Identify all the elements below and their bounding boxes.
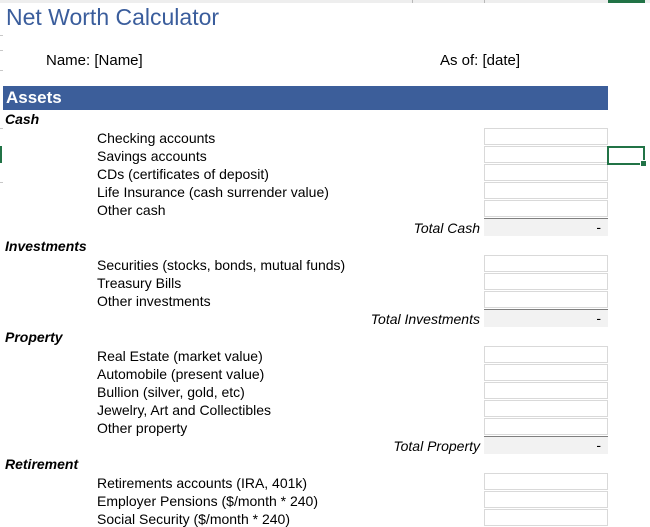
row-gridline <box>0 128 3 129</box>
total-cash-label: Total Cash <box>413 220 480 236</box>
total-property-label: Total Property <box>393 438 480 454</box>
line-item-label: CDs (certificates of deposit) <box>97 166 269 182</box>
category-cash: Cash <box>5 111 40 127</box>
selected-row-indicator <box>0 146 2 163</box>
value-input-cell[interactable] <box>484 200 608 217</box>
category-property: Property <box>5 329 63 345</box>
row-gridline <box>0 50 3 51</box>
column-divider[interactable] <box>412 0 413 3</box>
line-item-label: Retirements accounts (IRA, 401k) <box>97 475 308 491</box>
category-investments: Investments <box>5 238 87 254</box>
total-property-value[interactable]: - <box>484 436 608 454</box>
total-investments-value[interactable]: - <box>484 309 608 327</box>
section-title: Assets <box>6 88 62 107</box>
selected-column-indicator <box>608 0 645 3</box>
line-item-label: Social Security ($/month * 240) <box>97 511 290 527</box>
line-item-label: Jewelry, Art and Collectibles <box>97 402 272 418</box>
as-of-date-field[interactable]: As of: [date] <box>440 52 521 69</box>
value-input-cell[interactable] <box>484 364 608 381</box>
row-gridline <box>0 70 3 71</box>
fill-handle[interactable] <box>640 160 647 167</box>
line-item-label: Real Estate (market value) <box>97 348 263 364</box>
value-input-cell[interactable] <box>484 382 608 399</box>
column-header-strip <box>0 0 650 3</box>
selected-cell[interactable] <box>607 146 645 165</box>
line-item-label: Treasury Bills <box>97 275 182 291</box>
column-divider[interactable] <box>484 0 485 3</box>
value-input-cell[interactable] <box>484 273 608 290</box>
row-gridline <box>0 35 3 36</box>
value-input-cell[interactable] <box>484 164 608 181</box>
value-input-cell[interactable] <box>484 146 608 163</box>
category-retirement: Retirement <box>5 456 79 472</box>
value-input-cell[interactable] <box>484 128 608 145</box>
line-item-label: Other property <box>97 420 188 436</box>
line-item-label: Automobile (present value) <box>97 366 265 382</box>
total-investments-label: Total Investments <box>370 311 480 327</box>
value-input-cell[interactable] <box>484 291 608 308</box>
value-input-cell[interactable] <box>484 346 608 363</box>
assets-section-header <box>3 86 608 110</box>
value-input-cell[interactable] <box>484 418 608 435</box>
line-item-label: Life Insurance (cash surrender value) <box>97 184 329 200</box>
line-item-label: Other investments <box>97 293 211 309</box>
line-item-label: Other cash <box>97 202 166 218</box>
total-cash-value[interactable]: - <box>484 218 608 236</box>
value-input-cell[interactable] <box>484 255 608 272</box>
page-title: Net Worth Calculator <box>6 4 220 30</box>
row-gridline <box>0 182 3 183</box>
value-input-cell[interactable] <box>484 509 608 526</box>
value-input-cell[interactable] <box>484 182 608 199</box>
line-item-label: Savings accounts <box>97 148 207 164</box>
line-item-label: Checking accounts <box>97 130 216 146</box>
line-item-label: Bullion (silver, gold, etc) <box>97 384 245 400</box>
line-item-label: Employer Pensions ($/month * 240) <box>97 493 318 509</box>
value-input-cell[interactable] <box>484 491 608 508</box>
line-item-label: Securities (stocks, bonds, mutual funds) <box>97 257 346 273</box>
name-field[interactable]: Name: [Name] <box>46 52 143 69</box>
value-input-cell[interactable] <box>484 400 608 417</box>
value-input-cell[interactable] <box>484 473 608 490</box>
